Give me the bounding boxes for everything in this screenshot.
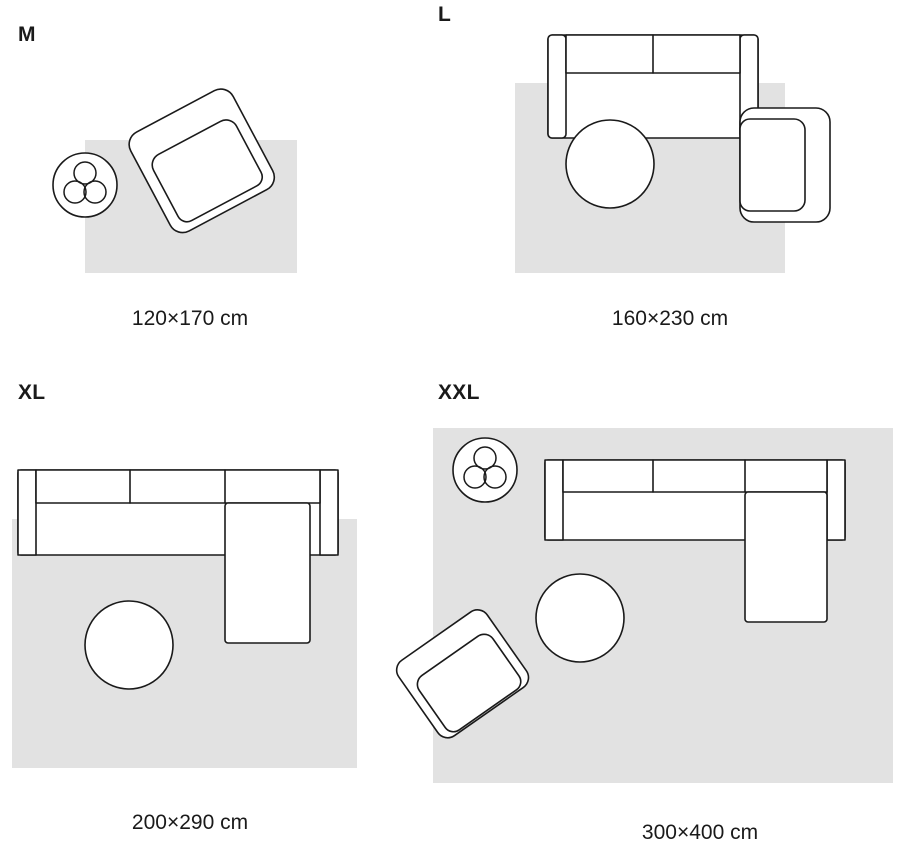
panel-m-scene [0,60,420,290]
panel-xxl [420,370,920,860]
panel-m-dimensions: 120×170 cm [131,307,249,330]
panel-l-size-label: L [438,3,452,26]
panel-l-illustration [420,20,920,290]
coffee-table-xxl [536,574,624,662]
panel-m-size-label: M [18,23,36,46]
panel-xl-size-label: XL [18,381,46,404]
panel-xxl-dimensions: 300×400 cm [641,821,759,844]
panel-xl-scene [0,430,420,790]
panel-l-dimensions: 160×230 cm [611,307,729,330]
sofa-l [548,35,758,138]
panel-xl-illustration [0,430,420,790]
panel-xxl-scene [420,418,920,818]
panel-l-scene [420,20,920,290]
panel-xl-dimensions: 200×290 cm [131,811,249,834]
panel-m [0,0,420,360]
plant-xxl [453,438,517,502]
panel-xxl-size-label: XXL [438,381,480,404]
panel-xl [0,370,420,860]
coffee-table-l [566,120,654,208]
panel-l [420,0,920,360]
armchair-l [740,108,830,222]
coffee-table-xl [85,601,173,689]
panel-m-illustration [0,60,420,290]
panel-xxl-illustration [420,418,920,818]
plant-m [53,153,117,217]
